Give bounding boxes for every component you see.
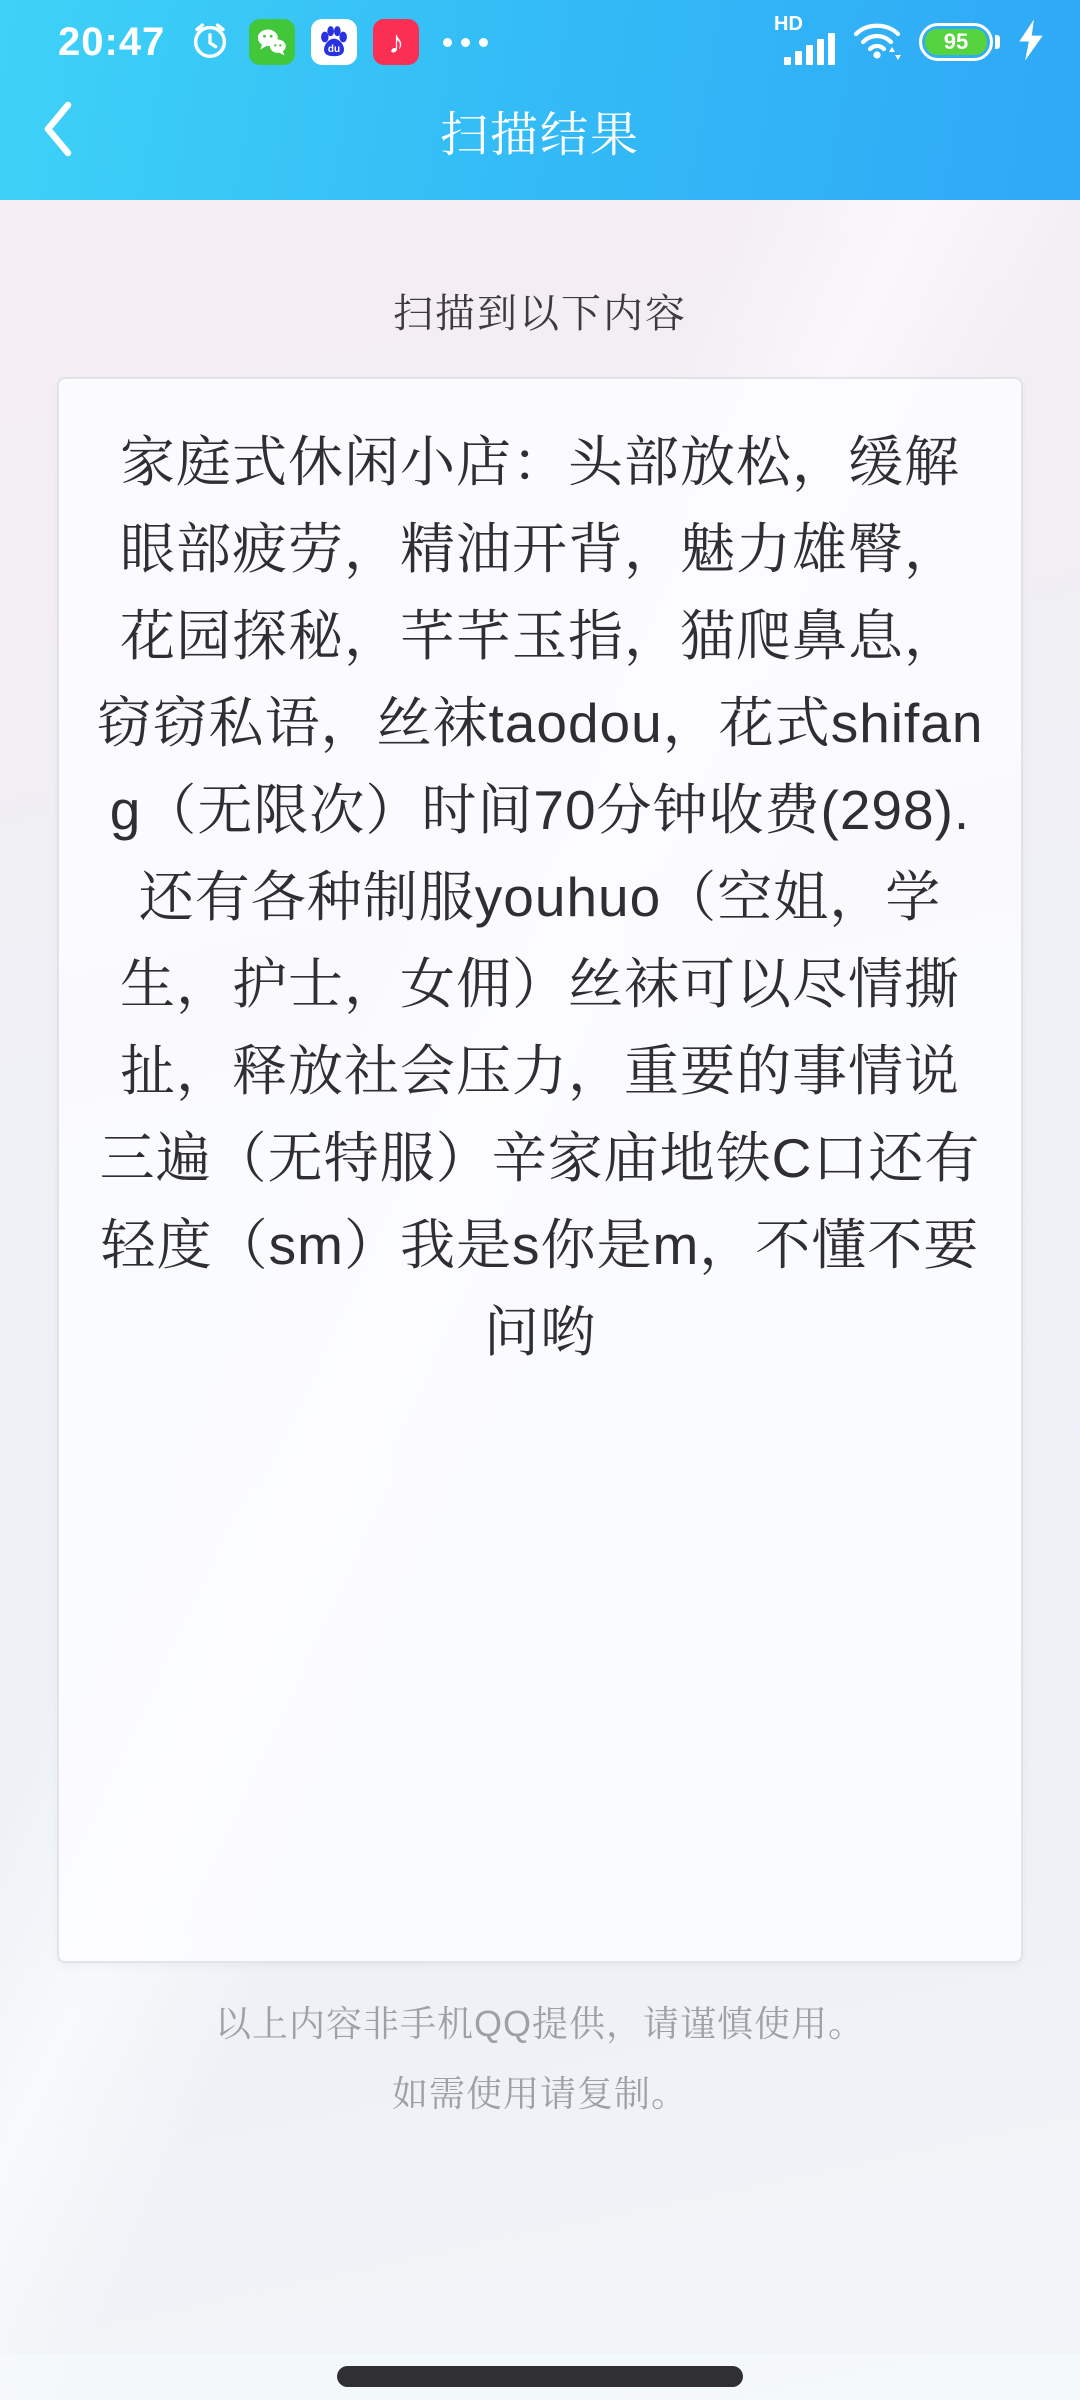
more-icon (443, 38, 488, 47)
status-bar (0, 0, 1080, 78)
disclaimer-line2: 如需使用请复制。 (391, 2073, 688, 2114)
home-indicator[interactable] (337, 2366, 743, 2387)
page-title: 扫描结果 (439, 109, 640, 162)
battery-shell (919, 23, 993, 61)
battery-percent: 95 (925, 29, 987, 55)
status-bar-left (58, 17, 488, 68)
wifi-icon (851, 18, 903, 67)
charging-icon (1016, 18, 1046, 67)
battery-nub (995, 35, 1000, 49)
hd-label: HD (774, 13, 803, 35)
nav-header (0, 78, 1080, 196)
top-blue-area (0, 0, 1080, 200)
baidu-app-icon (311, 19, 357, 65)
scan-caption: 扫描到以下内容 (393, 292, 687, 336)
status-bar-right (774, 13, 1046, 67)
svg-text:du: du (328, 44, 341, 55)
signal-strength-icon (774, 13, 835, 65)
disclaimer (0, 1989, 1080, 2129)
scanned-text[interactable]: 家庭式休闲小店：头部放松，缓解眼部疲劳，精油开背，魅力雄臀，花园探秘，芊芊玉指，猫爬鼻息，窃窃私语，丝袜taodou，花式shifang（无限次）时间70分钟收费(298).还有各种制服youhuo（空姐，学生，护士，女佣）丝袜可以尽情撕扯，释放社会压力，重要的事情说三遍（无特服）辛家庙地铁C口还有轻度（sm）我是s你是m，不懂不要问哟 (96, 431, 984, 1363)
battery-indicator (919, 23, 1000, 61)
wechat-app-icon (249, 19, 295, 65)
douyin-app-icon: ♪ (373, 19, 419, 65)
status-time: 20:47 (58, 19, 166, 64)
scan-result-box (57, 377, 1023, 1963)
disclaimer-line1: 以上内容非手机QQ提供，请谨慎使用。 (214, 2003, 865, 2044)
alarm-clock-icon (187, 17, 233, 68)
